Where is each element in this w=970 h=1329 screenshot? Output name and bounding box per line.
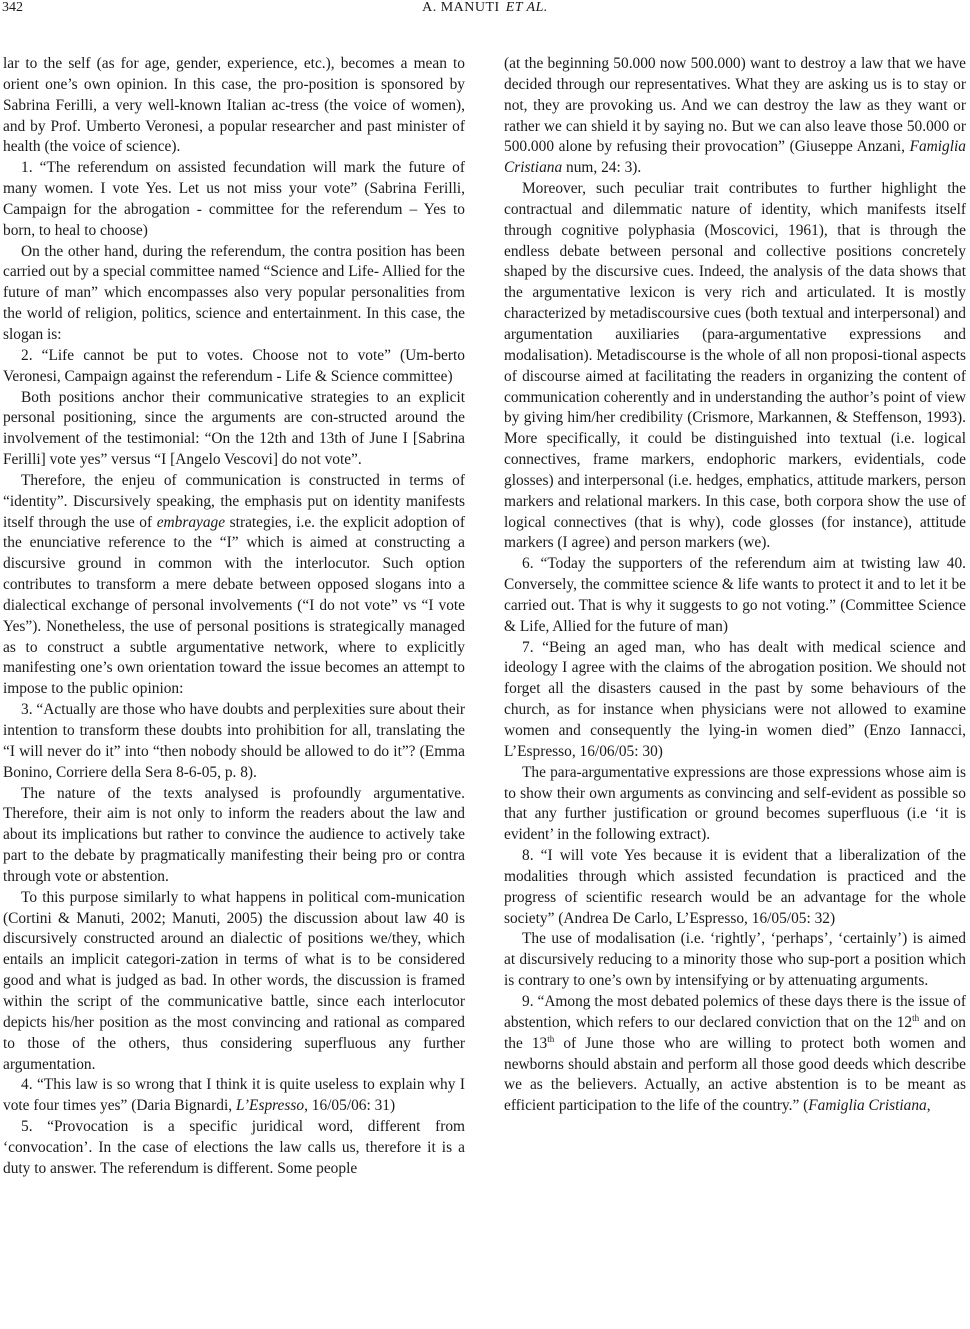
text-run: 9. “Among the most debated polemics of these days there is the issue of abstention, which refers to our declared conviction that on the 12 (504, 992, 966, 1031)
right-column (504, 54, 966, 1117)
paragraph: The nature of the texts analysed is profoundly argumentative. Therefore, their aim is not only to inform the readers about the law and about its implications but rather to convince the audience to actively take part to the debate by pragmatically manifesting their being pro or contra through vote or abstention. (3, 784, 465, 885)
quote-9 (504, 992, 966, 1117)
text-run: (at the beginning 50.000 now 500.000) want to destroy a law that we have decided through our representatives. What they are asking us is to stay or not, they are provoking us. And we can destroy the law as they want or rather we can shield it by saying no. But we can also leave those 50.000 or 500.000 alone by refusing their provocation” (Giuseppe Anzani, (504, 55, 966, 156)
quote-5-continued (504, 54, 966, 179)
running-head-author: A. MANUTI (422, 0, 500, 15)
superscript: th (912, 1012, 920, 1023)
quote-3: 3. “Actually are those who have doubts and perplexities sure about their intention to transform these doubts into prohibition for all, translating the “I will never do it” into “then nobody should be allowed to do it”? (Emma Bonino, Corriere della Sera 8-6-05, p. 8). (3, 701, 465, 781)
text-run: strategies, i.e. the explicit adoption of the enunciative reference to the “I” which is aimed at constructing a discursive ground in common with the interlocutor. Such option contributes to transform a mere debate between opposed slogans into a dialectical exchange of personal involvements (“I do not vote” vs “I vote Yes”). Nonetheless, the use of personal positions is strategically managed as to construct a subtle argumentative network, where to explicitly manifesting one’s own orientation toward the issue becomes an attempt to impose to the public opinion: (3, 513, 465, 698)
text-run: num, 24: 3). (562, 159, 642, 177)
quote-5: 5. “Provocation is a specific juridical word, different from ‘convocation’. In the case of elections the law calls us, therefore it is a duty to answer. The referendum is different. Some people (3, 1118, 465, 1177)
quote-4 (3, 1075, 465, 1117)
italic-term: embrayage (156, 513, 226, 531)
paragraph (3, 471, 465, 700)
page-header (0, 0, 970, 20)
text-run: , (926, 1097, 931, 1115)
paragraph: On the other hand, during the referendum, the contra position has been carried out by a special committee named “Science and Life- Allied for the future of man” which encompasses also very popular personalities from the world of religion, politics, science and entertainment. In this case, the slogan is: (3, 242, 465, 343)
quote-6: 6. “Today the supporters of the referendum aim at twisting law 40. Conversely, the committee science & life wants to protect it and to let it be carried out. That is why it suggests to go not voting.” (Committee Science & Life, Allied for the future of man) (504, 555, 966, 635)
paragraph: Moreover, such peculiar trait contributes to further highlight the contractual and dilemmatic nature of identity, which manifests itself through cognitive polyphasia (Moscovici, 1961), that is through the endless debate between personal and collective positions concretely shaped by the discursive cues. Indeed, the analysis of the data shows that the argumentative lexicon is very rich and articulated. It is mostly characterized by metadiscoursive cues (both textual and interpersonal) and argumentation auxiliaries (para-argumentative expressions and modalisation). Metadiscourse is the whole of all non proposi-tional aspects of discourse aimed at facilitating the readers in organizing the content of communication coherently and in understanding the author’s point of view by giving him/her credibility (Crismore, Markannen, & Steffenson, 1993). More specifically, it could be distinguished into textual (i.e. logical connectives, frame markers, endophoric markers, evidentials, code glosses) and interpersonal (i.e. hedges, emphatics, attitude markers, person markers and relational markers. In this case, both corpora show the use of logical connectives (that is why), code glosses (for instance), attitude markers (I agree) and person markers (we). (504, 180, 966, 552)
paragraph: Both positions anchor their communicative strategies to an explicit personal positioning, since the arguments are con-structed around the involvement of the testimonial: “On the 12th and 13th of June I [Sabrina Ferilli] vote yes” versus “I [Angelo Vescovi] do not vote”. (3, 388, 465, 469)
page-number: 342 (2, 0, 23, 15)
paragraph: The use of modalisation (i.e. ‘rightly’, ‘perhaps’, ‘certainly’) is aimed at discursively reducing to a minority those who sup-port a position which is contrary to one’s own by intensifying or by attenuating arguments. (504, 930, 966, 990)
text-run: Therefore, the enjeu of communication is constructed in terms of “identity”. Discursively speaking, the emphasis put on identity manifests itself through the use of (3, 471, 465, 531)
running-head (0, 0, 970, 16)
quote-2: 2. “Life cannot be put to votes. Choose not to vote” (Um-berto Veronesi, Campaign against the referendum - Life & Science committee) (3, 346, 465, 385)
running-head-etal: ET AL. (505, 0, 548, 15)
text-run: 4. “This law is so wrong that I think it is quite useless to explain why I vote four times yes” (Daria Bignardi, (3, 1076, 465, 1115)
text-run: of June those who are willing to protect both women and newborns should abstain and perform all those good deeds which describe we as the believers. Actually, an active abstention is to be meant as efficient participation to the life of the country.” ( (504, 1034, 966, 1115)
italic-source: Famiglia Cristiana (504, 138, 966, 177)
text-run: , 16/05/06: 31) (304, 1097, 396, 1115)
text-run: and on the 13 (504, 1013, 966, 1052)
quote-1: 1. “The referendum on assisted fecundation will mark the future of many women. I vote Yes. Let us not miss your vote” (Sabrina Ferilli, Campaign for the abrogation - committee for the referendum – Yes to born, to heal to choose) (3, 159, 465, 239)
superscript: th (547, 1033, 555, 1044)
quote-8: 8. “I will vote Yes because it is evident that a liberalization of the modalities through which assisted fecundation is practiced and the progress of scientific research would be an advantage for the whole society” (Andrea De Carlo, L’Espresso, 16/05/05: 32) (504, 847, 966, 927)
italic-source: L’Espresso (235, 1097, 305, 1115)
italic-source: Famiglia Cristiana (808, 1097, 927, 1115)
left-column (3, 54, 465, 1180)
quote-7: 7. “Being an aged man, who has dealt with medical science and ideology I agree with the claims of the abrogation position. We should not forget all the disasters caused in the past by some behaviours of the church, as for instance when physicians were not allowed to examine women and consequently the lying-in women died” (Enzo Iannacci, L’Espresso, 16/06/05: 30) (504, 638, 966, 760)
paragraph: To this purpose similarly to what happens in political com-munication (Cortini & Manuti, 2002; Manuti, 2005) the discussion about law 40 is discursively constructed around an dialectic of positions we/they, which entails an implicit categori-zation in terms of what is to be considered good and what is judged as bad. In other words, the discussion is framed within the script of the communicative battle, since each interlocutor depicts his/her position as the most convincing and rational as compared to those of the others, thus considering superfluous any further argumentation. (3, 888, 465, 1073)
paragraph: The para-argumentative expressions are those expressions whose aim is to show their own arguments as convincing and self-evident as possible so that any further justification or ground becomes superfluous (i.e ‘it is evident’ in the following extract). (504, 763, 966, 844)
paragraph: lar to the self (as for age, gender, experience, etc.), becomes a mean to orient one’s own opinion. In this case, the pro-position is sponsored by Sabrina Ferilli, a very well-known Italian ac-tress (the voice of women), and by Prof. Umberto Veronesi, a popular researcher and past minister of health (the voice of science). (3, 55, 465, 156)
